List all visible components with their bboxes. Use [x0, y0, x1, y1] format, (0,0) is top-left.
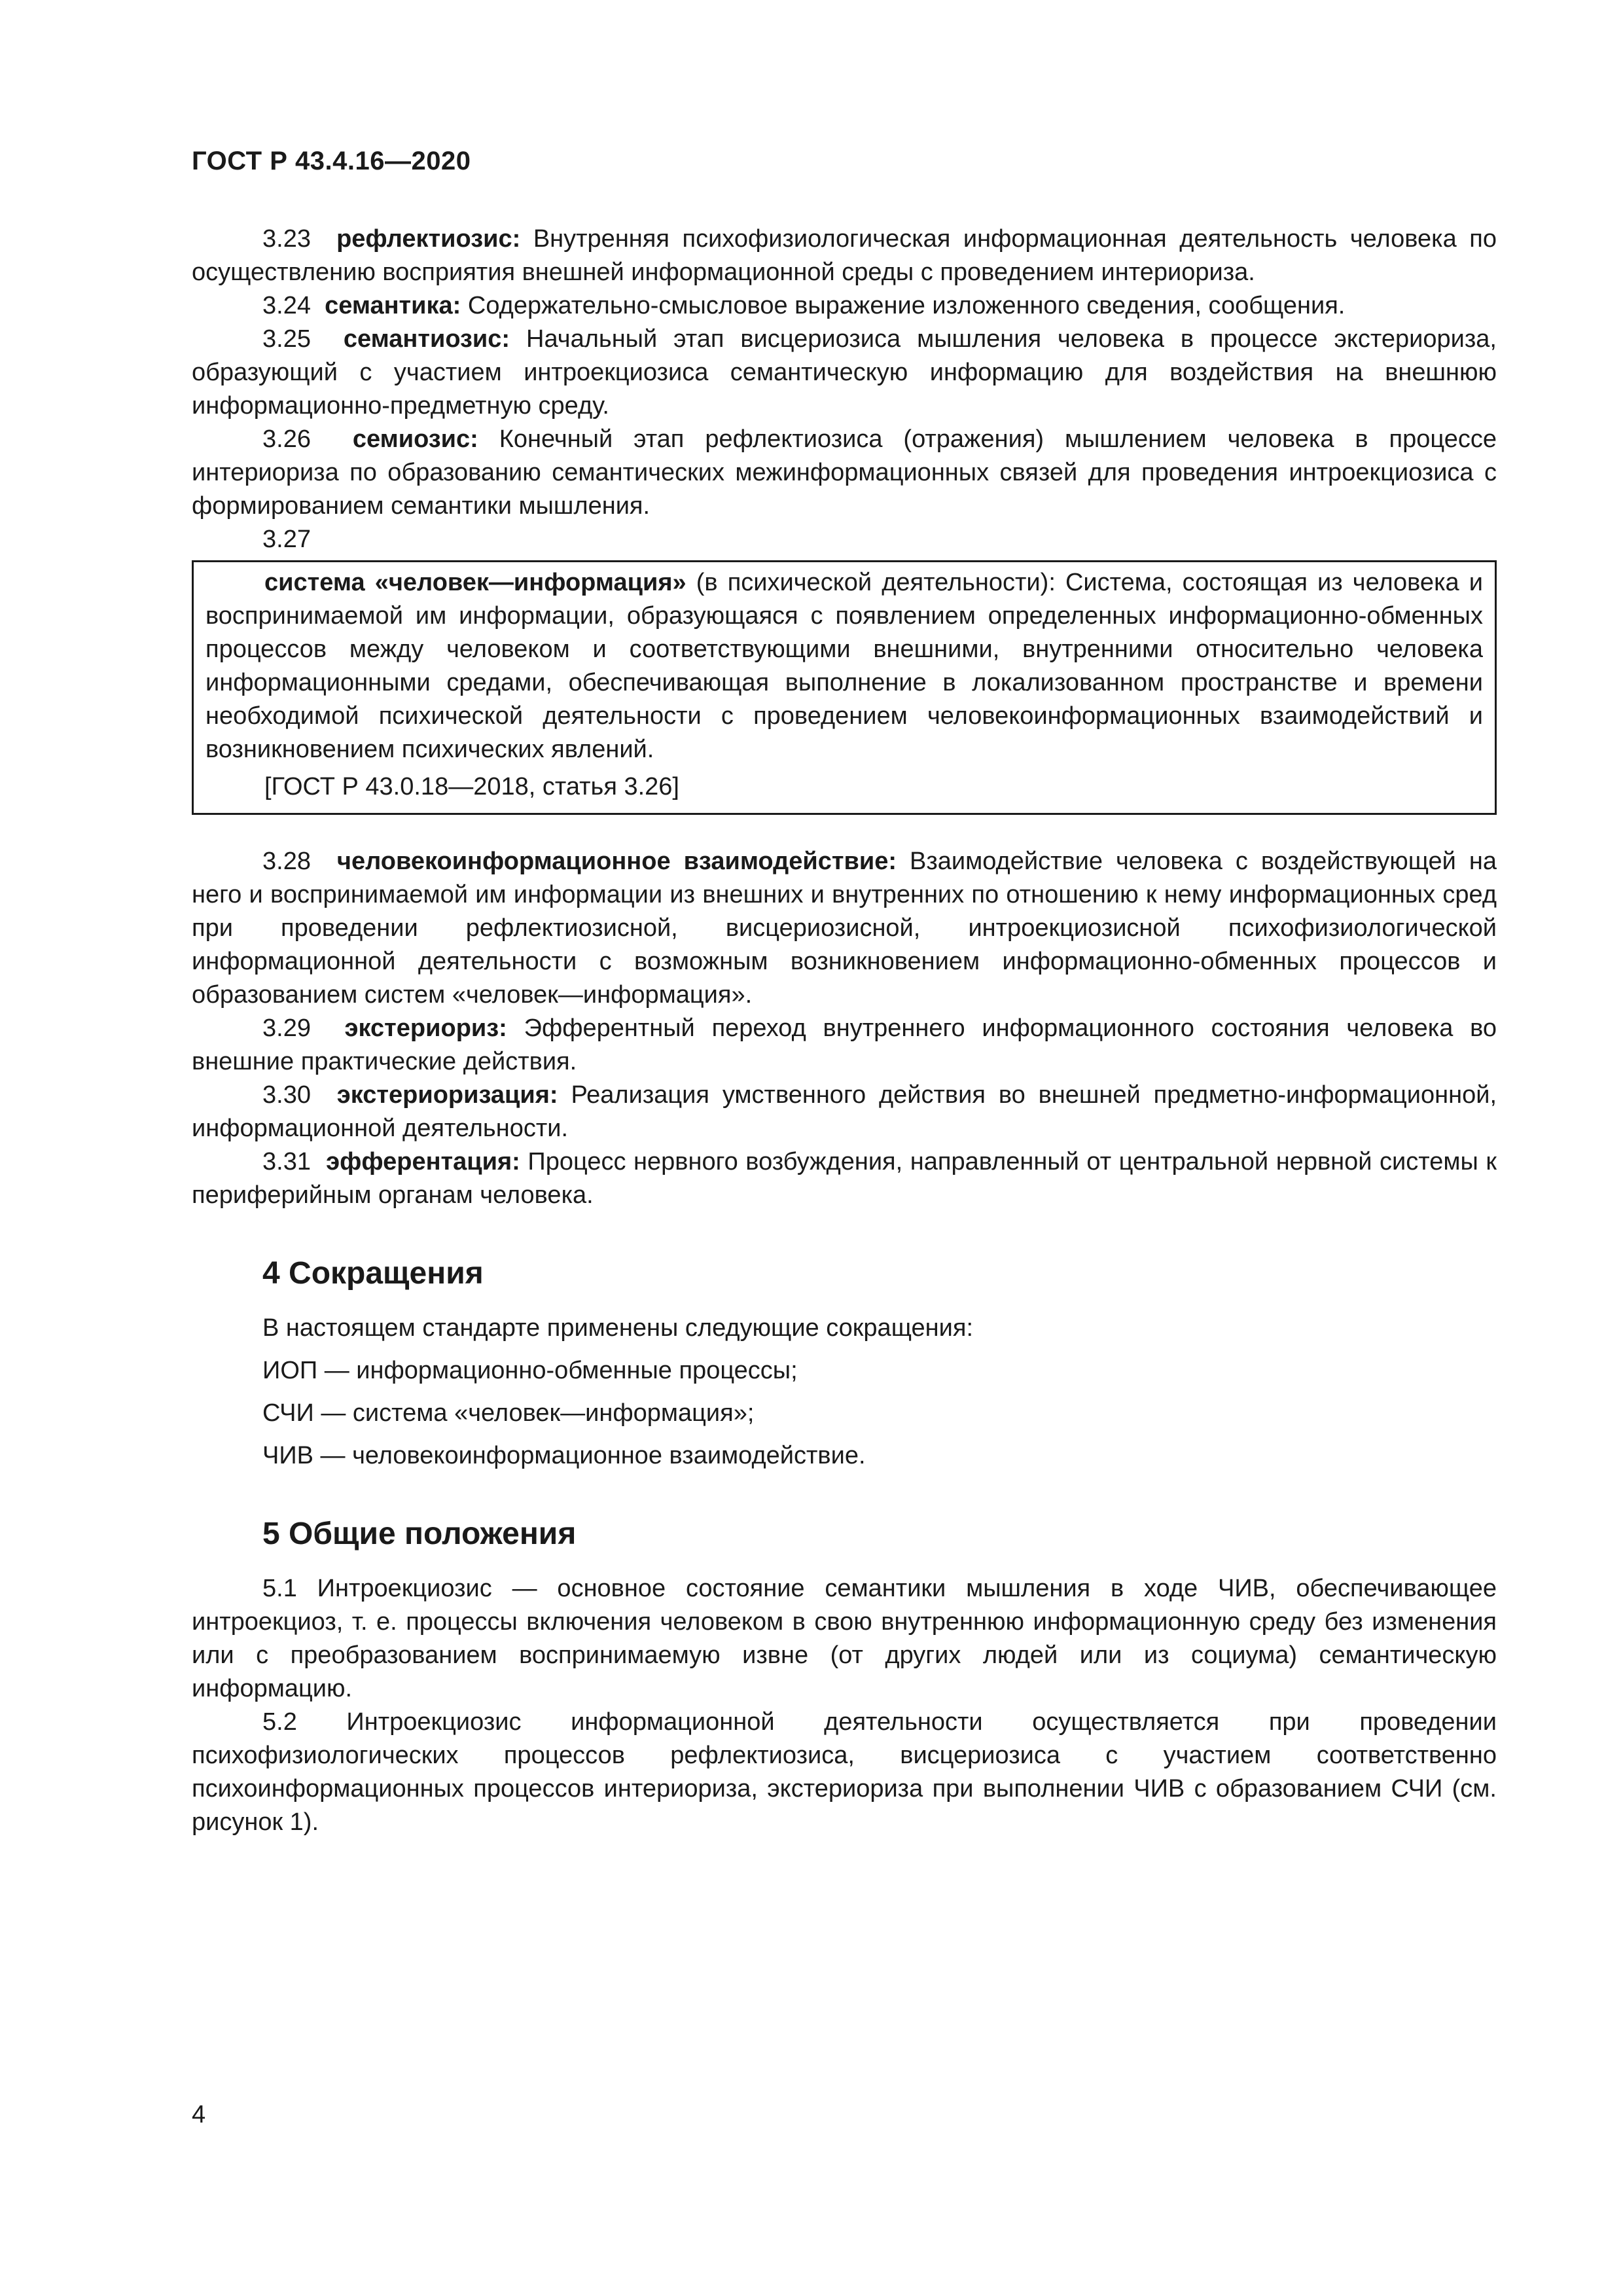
term-entry: 3.31 эфферентация: Процесс нервного возбуждения, направленный от центральной нервной системы к периферийным органам человека.	[192, 1148, 1497, 1209]
boxed-term-number: 3.27	[262, 526, 311, 553]
term-entry: 3.23 рефлектиозис: Внутренняя психофизиологическая информационная деятельность человека по осуществлению восприятия внешней информационной среды с проведением интериориза.	[192, 225, 1497, 286]
term-entry: 3.29 экстериориз: Эфферентный переход внутреннего информационного состояния человека во внешние практические действия.	[192, 1014, 1497, 1075]
abbreviation-item: СЧИ — система «человек—информация»;	[262, 1399, 755, 1427]
boxed-term-source: [ГОСТ Р 43.0.18—2018, статья 3.26]	[264, 773, 679, 800]
general-paragraph: 5.2 Интроекциозис информационной деятельности осуществляется при проведении психофизиологических процессов рефлектиозиса, висцериозиса с участием соответственно психоинформационных процессов интериориза, экстериориза при выполнении ЧИВ с образованием СЧИ (см. рисунок 1).	[192, 1708, 1497, 1836]
general-paragraph: 5.1 Интроекциозис — основное состояние семантики мышления в ходе ЧИВ, обеспечивающее интроекциоз, т. е. процессы включения человеком в свою внутреннюю информационную среду без изменения или с преобразованием воспринимаемую извне (от других людей или из социума) семантическую информацию.	[192, 1575, 1497, 1702]
abbreviation-item: ЧИВ — человекоинформационное взаимодействие.	[262, 1442, 866, 1469]
boxed-term-definition	[192, 560, 1497, 815]
abbreviations-intro: В настоящем стандарте применены следующие сокращения:	[262, 1314, 974, 1342]
document-body	[192, 223, 1497, 1839]
term-entry: 3.28 человекоинформационное взаимодействие: Взаимодействие человека с воздействующей на него и воспринимаемой им информации из внешних и внутренних по отношению к нему информационных сред при проведении рефлектиозисной, висцериозисной, интроекциозисной психофизиологической информационной деятельности с возможным возникновением информационно-обменных процессов и образованием систем «человек—информация».	[192, 848, 1497, 1009]
boxed-term-text: система «человек—информация» (в психической деятельности): Система, состоящая из человека и воспринимаемой им информации, образующаяся с появлением определенных информационно-обменных процессов между человеком и соответствующими внешними, внутренними относительно человека информационными средами, обеспечивающая выполнение в локализованном пространстве и времени необходимой психической деятельности с проведением человекоинформационных взаимодействий и возникновением психических явлений.	[205, 569, 1483, 763]
page-number: 4	[192, 2101, 206, 2128]
section-heading-general: 5 Общие положения	[262, 1516, 577, 1551]
abbreviation-item: ИОП — информационно-обменные процессы;	[262, 1357, 798, 1384]
document-header: ГОСТ Р 43.4.16—2020	[192, 147, 471, 175]
term-entry: 3.24 семантика: Содержательно-смысловое выражение изложенного сведения, сообщения.	[262, 292, 1346, 319]
term-entry: 3.26 семиозис: Конечный этап рефлектиозиса (отражения) мышлением человека в процессе интериориза по образованию семантических межинформационных связей для проведения интроекциозиса с формированием семантики мышления.	[192, 425, 1497, 520]
section-heading-abbreviations: 4 Сокращения	[262, 1256, 484, 1291]
term-entry: 3.25 семантиозис: Начальный этап висцериозиса мышления человека в процессе экстериориза, образующий с участием интроекциозиса семантическую информацию для воздействия на внешнюю информационно-предметную среду.	[192, 325, 1497, 420]
term-entry: 3.30 экстериоризация: Реализация умственного действия во внешней предметно-информационной, информационной деятельности.	[192, 1081, 1497, 1142]
